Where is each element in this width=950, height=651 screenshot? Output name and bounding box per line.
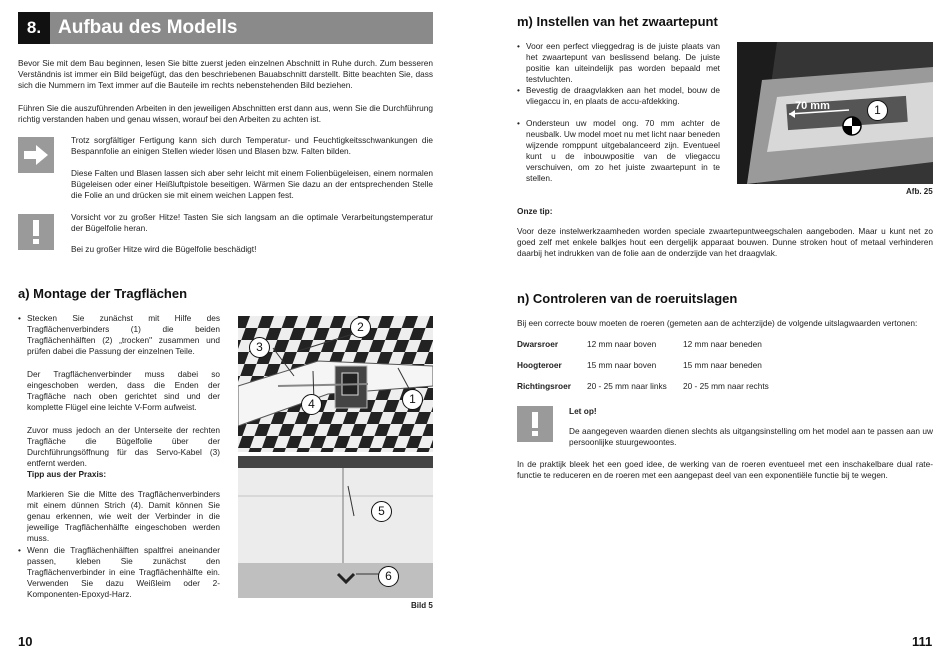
note-paragraph-2: Diese Falten und Blasen lassen sich aber sehr leicht mit einem Folienbügeleisen, einem normalen Bügeleisen oder einer Heißluftpistole beseitigen. Wärmen Sie dazu an der entsprechenden Stelle die Folie an und drücken sie mit einem weichen Lappen fest.: [71, 168, 433, 200]
right-arrow-icon: [18, 137, 54, 173]
section-number-box: [18, 12, 50, 44]
center-of-gravity-photo: [737, 42, 933, 184]
note-paragraph-1: Trotz sorgfältiger Fertigung kann sich durch Temperatur- und Feuchtigkeitsschwankungen die Bespannfolie an einigen Stellen wieder lösen und Blasen bzw. Falten bilden.: [71, 135, 433, 156]
warning-paragraph-1: Vorsicht vor zu großer Hitze! Tasten Sie sich langsam an die optimale Verarbeitungstemperatur der Bügelfolie heran.: [71, 212, 433, 233]
callout-label: 1: [402, 389, 423, 410]
row-up: 12 mm naar boven: [587, 339, 657, 349]
assembly-paragraph-2: Zuvor muss jedoch an der Unterseite der rechten Tragfläche die Bügelfolie über der Durchführungsöffnung für das Servo-Kabel (3) entfernt werden.: [27, 425, 220, 468]
row-label: Dwarsroer: [517, 339, 559, 349]
table-row: [517, 339, 769, 360]
bullet-paragraph-2: Wenn die Tragflächenhälften spaltfrei aneinander passen, kleben Sie zunächst den Tragflächenverbinder in eine Tragflächenhälfte ein. Verwenden Sie dazu Weißleim oder 2-Komponenten-Epoxyd-Harz.: [27, 545, 220, 599]
table-row: [517, 360, 769, 381]
intro-paragraph-2: Führen Sie die auszuführenden Arbeiten in den jeweiligen Abschnitten erst dann aus, wenn Sie die Durchführung richtig verstanden haben und genau wissen, worauf bei den Arbeiten zu achten ist.: [18, 103, 433, 124]
wing-joint-photo: [238, 456, 433, 598]
section-header: [18, 12, 433, 44]
tip-heading: Tipp aus der Praxis:: [27, 469, 107, 479]
page-number: 10: [18, 634, 33, 649]
assembly-paragraph-1: Der Tragflächenverbinder muss dabei so eingeschoben werden, dass die Enden der Tragfläche nach oben gerichtet sind und der komplette Flügel eine leichte V-Form aufweist.: [27, 369, 220, 412]
tip-paragraph: Voor deze instelwerkzaamheden worden speciale zwaartepuntweegschalen aangeboden. Maar u kunt net zo goed zelf met enkele balkjes hout een dergelijk apparaat bouwen. Dunne stroken hout of metaal verhinderen daarbij het indrukken van de folie aan de onderzijde van het draagvlak.: [517, 226, 933, 258]
closing-paragraph: In de praktijk bleek het een goed idee, de werking van de roeren eventueel met een inschakelbare dual rate-functie te reduceren en de roeren met een aangepast deel van een exponentiële functie bij te wegen.: [517, 459, 933, 480]
callout-label: 6: [378, 566, 399, 587]
callout-label: 3: [249, 337, 270, 358]
tip-paragraph: Markieren Sie die Mitte des Tragflächenverbinders mit einem dünnen Strich (4). Damit können Sie genau erkennen, wie weit der Verbinder in die jeweilige Tragflächenhälfte eingeschoben werden muss.: [27, 489, 220, 543]
intro-paragraph-1: Bevor Sie mit dem Bau beginnen, lesen Sie bitte zuerst jeden einzelnen Abschnitt in Ruhe durch. Zum besseren Verständnis ist immer ein Bild beigefügt, das den beschriebenen Bauabschnitt darstellt. Bitte beachten Sie, dass sich die Nummern im Text immer auf die Bauteile im rechts nebenstehenden Bild beziehen.: [18, 58, 433, 90]
callout-label: 5: [371, 501, 392, 522]
m-bullet-1: Voor een perfect vlieggedrag is de juiste plaats van het zwaartepunt van beslissend belang. De juiste positie kan uiteindelijk pas worden bepaald met testvluchten.: [526, 41, 720, 84]
right-page: [475, 0, 950, 651]
bullet-marker: •: [517, 85, 520, 95]
row-down: 15 mm naar beneden: [683, 360, 762, 370]
wing-assembly-photo: [238, 316, 433, 452]
bullet-marker: •: [18, 545, 21, 555]
measurement-label: 70 mm: [795, 100, 830, 112]
warning-paragraph-2: Bei zu großer Hitze wird die Bügelfolie beschädigt!: [71, 244, 257, 254]
deflection-table: [517, 339, 769, 402]
figure-caption: Bild 5: [411, 601, 433, 610]
section-n-title: n) Controleren van de roeruitslagen: [517, 291, 738, 306]
row-down: 12 mm naar beneden: [683, 339, 762, 349]
warning-heading: Let op!: [569, 406, 597, 416]
figure-caption: Afb. 25: [906, 187, 933, 196]
row-up: 20 - 25 mm naar links: [587, 381, 667, 391]
row-label: Richtingsroer: [517, 381, 571, 391]
row-up: 15 mm naar boven: [587, 360, 657, 370]
warning-paragraph: De aangegeven waarden dienen slechts als uitgangsinstelling om het model aan te passen aan uw persoonlijke stuurgewoontes.: [569, 426, 933, 447]
page-number: 111: [912, 634, 933, 649]
section-title: Aufbau des Modells: [58, 17, 238, 38]
subsection-title: a) Montage der Tragflächen: [18, 286, 188, 301]
section-number: 8.: [26, 18, 42, 37]
m-bullet-3: Ondersteun uw model ong. 70 mm achter de neusbalk. Uw model moet nu met licht naar beneden wijzende romppunt uitgebalanceerd zijn. Eventueel kunt u de inbouwpositie van de vliegaccu verschuiven, om zo het juiste zwaartepunt in te stellen.: [526, 118, 720, 183]
callout-label: 2: [350, 317, 371, 338]
exclamation-icon: [517, 406, 553, 442]
exclamation-icon: [18, 214, 54, 250]
n-intro: Bij een correcte bouw moeten de roeren (gemeten aan de achterzijde) de volgende uitslagwaarden vertonen:: [517, 318, 918, 328]
table-row: [517, 381, 769, 402]
bullet-marker: •: [517, 41, 520, 51]
section-m-title: m) Instellen van het zwaartepunt: [517, 14, 718, 29]
row-label: Hoogteroer: [517, 360, 562, 370]
tip-heading: Onze tip:: [517, 206, 553, 216]
bullet-marker: •: [517, 118, 520, 128]
bullet-paragraph-1: Stecken Sie zunächst mit Hilfe des Tragflächenverbinders (1) die beiden Tragflächenhälften (2) „trocken" zusammen und prüfen dabei die Passung der einzelnen Teile.: [27, 313, 220, 356]
callout-label: 4: [301, 394, 322, 415]
bullet-marker: •: [18, 313, 21, 323]
callout-label: 1: [867, 100, 888, 121]
row-down: 20 - 25 mm naar rechts: [683, 381, 769, 391]
m-bullet-2: Bevestig de draagvlakken aan het model, bouw de vliegaccu in, en plaats de accu-afdekking.: [526, 85, 720, 106]
